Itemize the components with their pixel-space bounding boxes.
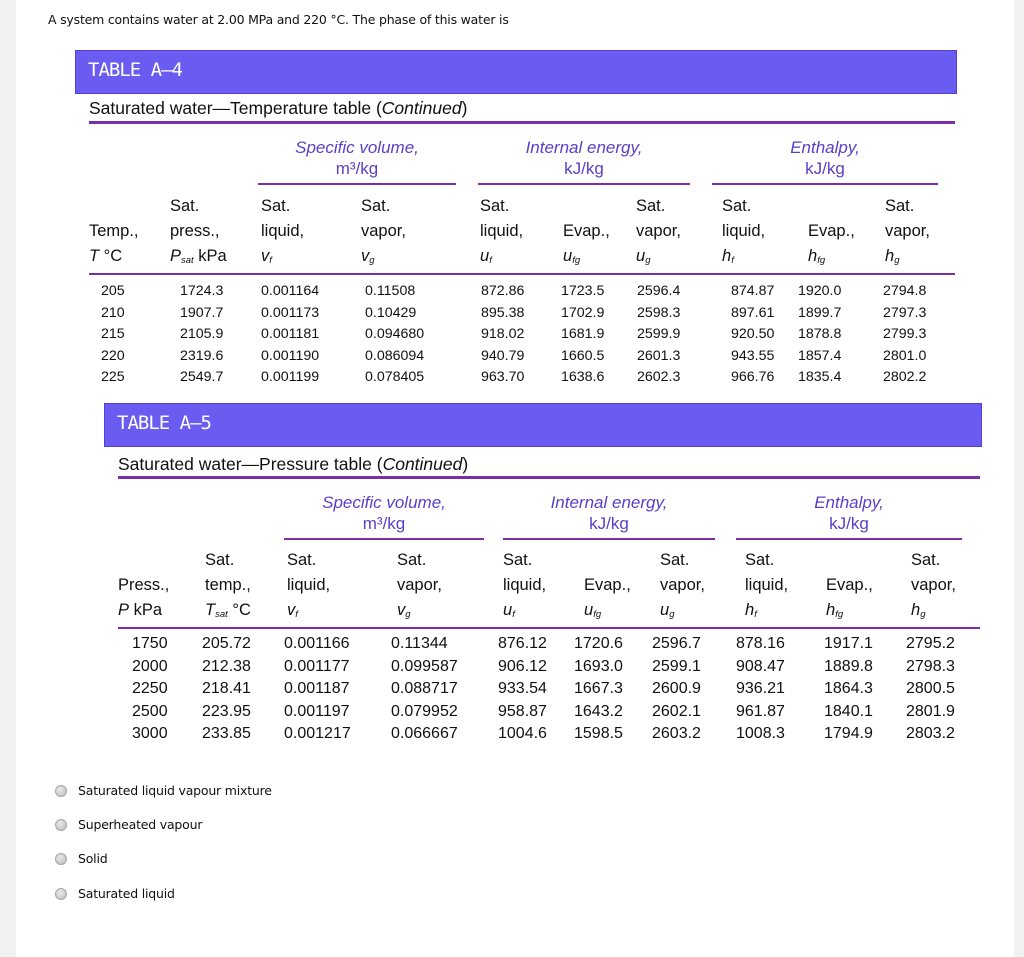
table-a5-group-specific-volume: Specific volume, m³/kg xyxy=(322,493,446,533)
header-line-2: liquid, xyxy=(745,576,789,594)
table-cell: 205 xyxy=(101,283,125,299)
table-cell: 874.87 xyxy=(731,283,775,299)
column-header xyxy=(205,548,251,627)
table-cell: 0.001190 xyxy=(261,347,320,364)
column-header xyxy=(361,194,406,273)
table-cell: 2500 xyxy=(132,702,168,720)
table-cell: 2803.2 xyxy=(906,725,955,742)
header-symbol xyxy=(911,598,956,627)
table-a4-group-internal-energy: Internal energy, kJ/kg xyxy=(525,138,643,178)
table-a4-banner xyxy=(75,50,957,94)
table-cell: 958.87 xyxy=(498,702,547,720)
column-header xyxy=(745,548,788,627)
header-line-2: liquid, xyxy=(503,576,547,594)
symbol-subscript: f xyxy=(754,609,757,620)
header-line-1 xyxy=(563,194,610,219)
header-symbol xyxy=(584,598,631,627)
table-cell: 2600.9 xyxy=(652,680,701,697)
table-cell: 1693.0 xyxy=(574,657,623,675)
header-symbol xyxy=(636,244,681,273)
header-line-1 xyxy=(808,194,855,219)
table-cell: 0.066667 xyxy=(391,725,458,742)
header-symbol xyxy=(722,244,765,273)
header-line-1: Sat. xyxy=(205,551,235,569)
column-header xyxy=(118,548,169,623)
table-a4-group-line xyxy=(478,183,690,185)
table-cell: 1720.6 xyxy=(574,635,623,652)
header-line-2: vapor, xyxy=(660,576,705,594)
table-cell: 2795.2 xyxy=(906,635,955,652)
table-cell: 0.094680 xyxy=(365,326,425,342)
unit: °C xyxy=(227,601,251,619)
symbol-subscript: f xyxy=(731,255,734,266)
table-a4-group-specific-volume: Specific volume, m³/kg xyxy=(295,138,419,178)
table-cell: 220 xyxy=(101,347,125,364)
symbol: h xyxy=(745,601,755,619)
table-cell: 2105.9 xyxy=(180,326,224,342)
table-cell: 2601.3 xyxy=(637,347,681,364)
answer-option-label: Saturated liquid vapour mixture xyxy=(78,783,272,798)
header-line-1: Sat. xyxy=(397,551,427,569)
table-cell: 212.38 xyxy=(202,657,251,675)
column-header xyxy=(911,548,956,627)
table-cell: 0.078405 xyxy=(365,369,425,385)
table-cell: 1681.9 xyxy=(561,326,605,342)
symbol: h xyxy=(808,247,818,265)
table-cell: 1835.4 xyxy=(798,369,842,385)
table-cell: 1899.7 xyxy=(798,304,842,321)
radio-button[interactable] xyxy=(55,785,67,797)
radio-button[interactable] xyxy=(55,888,67,900)
table-a5-banner xyxy=(104,403,982,447)
column-header xyxy=(170,194,227,273)
table-cell: 0.001199 xyxy=(261,369,320,385)
table-cell: 1917.1 xyxy=(824,635,873,652)
table-cell: 1878.8 xyxy=(798,326,842,342)
column-header xyxy=(287,548,330,627)
unit: kPa xyxy=(129,601,163,619)
table-cell: 966.76 xyxy=(731,369,775,385)
table-a5-group-enthalpy: Enthalpy, kJ/kg xyxy=(814,493,884,533)
symbol: T xyxy=(89,247,100,265)
table-cell: 0.11344 xyxy=(391,635,448,652)
header-line-1 xyxy=(826,548,873,573)
table-cell: 0.001173 xyxy=(261,304,320,321)
header-symbol xyxy=(170,244,227,273)
table-cell: 1857.4 xyxy=(798,347,842,364)
table-cell: 943.55 xyxy=(731,347,775,364)
table-cell: 218.41 xyxy=(202,680,251,697)
table-cell: 205.72 xyxy=(202,635,251,652)
header-line-1: Sat. xyxy=(503,551,533,569)
column-header xyxy=(563,194,610,273)
table-cell: 2319.6 xyxy=(180,347,224,364)
header-line-1: Sat. xyxy=(660,551,690,569)
table-cell: 2800.5 xyxy=(906,680,955,697)
table-cell: 3000 xyxy=(132,725,168,742)
header-line-2: Press., xyxy=(118,576,170,594)
column-header xyxy=(89,194,139,269)
symbol-subscript: g xyxy=(405,609,411,620)
table-cell: 908.47 xyxy=(736,657,785,675)
table-cell: 2797.3 xyxy=(883,304,927,321)
symbol: u xyxy=(636,247,646,265)
table-a5-group-internal-energy: Internal energy, kJ/kg xyxy=(550,493,668,533)
table-cell: 1643.2 xyxy=(574,702,623,720)
table-cell: 0.11508 xyxy=(365,283,416,299)
table-cell: 2603.2 xyxy=(652,725,701,742)
table-cell: 1702.9 xyxy=(561,304,605,321)
table-a5-group-line xyxy=(736,538,962,540)
symbol-subscript: g xyxy=(894,255,900,266)
table-cell: 0.001166 xyxy=(284,635,350,652)
unit: kPa xyxy=(193,247,227,265)
table-cell: 225 xyxy=(101,369,125,385)
symbol: u xyxy=(584,601,594,619)
left-margin xyxy=(0,0,16,957)
symbol: u xyxy=(503,601,513,619)
table-a4-group-line xyxy=(258,183,456,185)
table-cell: 0.10429 xyxy=(365,304,417,321)
header-line-2: vapor, xyxy=(636,222,681,240)
unit: °C xyxy=(99,247,123,265)
header-line-1: Sat. xyxy=(361,197,391,215)
table-cell: 1864.3 xyxy=(824,680,873,697)
table-cell: 2598.3 xyxy=(637,304,681,321)
header-symbol xyxy=(503,598,546,627)
header-symbol xyxy=(885,244,930,273)
table-cell: 2000 xyxy=(132,657,168,675)
table-cell: 0.001181 xyxy=(261,326,320,342)
symbol-subscript: fg xyxy=(835,609,844,620)
right-margin xyxy=(1014,0,1024,957)
header-line-1: Sat. xyxy=(261,197,291,215)
table-a4-title-rule xyxy=(89,121,955,124)
header-symbol xyxy=(361,244,406,273)
symbol: u xyxy=(480,247,490,265)
table-cell: 1840.1 xyxy=(824,702,873,720)
table-cell: 2599.9 xyxy=(637,326,681,342)
header-line-2: vapor, xyxy=(361,222,406,240)
table-cell: 215 xyxy=(101,326,125,342)
symbol-subscript: fg xyxy=(593,609,602,620)
table-cell: 897.61 xyxy=(731,304,775,321)
table-cell: 1008.3 xyxy=(736,725,785,742)
symbol: P xyxy=(118,601,130,619)
table-a4-banner-text: TABLE A–4 xyxy=(88,59,182,81)
header-symbol xyxy=(826,598,873,627)
header-symbol xyxy=(745,598,788,627)
header-line-1 xyxy=(89,194,139,219)
header-line-2: vapor, xyxy=(885,222,930,240)
table-a5-group-line xyxy=(503,538,715,540)
header-line-1: Sat. xyxy=(170,197,200,215)
table-cell: 1724.3 xyxy=(180,283,224,299)
table-a5-title-rule xyxy=(118,476,980,479)
table-cell: 0.079952 xyxy=(391,702,458,720)
column-header xyxy=(826,548,873,627)
radio-button[interactable] xyxy=(55,819,67,831)
table-cell: 0.001164 xyxy=(261,283,320,299)
table-cell: 2798.3 xyxy=(906,657,955,675)
table-cell: 2801.9 xyxy=(906,702,955,720)
table-cell: 0.001217 xyxy=(284,725,351,742)
symbol: v xyxy=(361,247,370,265)
symbol-subscript: fg xyxy=(572,255,581,266)
table-cell: 2602.3 xyxy=(637,369,681,385)
answer-option-label: Solid xyxy=(78,851,108,866)
symbol: P xyxy=(170,247,182,265)
table-cell: 961.87 xyxy=(736,702,785,720)
symbol: v xyxy=(261,247,270,265)
header-line-2: temp., xyxy=(205,576,251,594)
header-line-1 xyxy=(584,548,631,573)
table-cell: 2599.1 xyxy=(652,657,701,675)
table-a4-group-enthalpy: Enthalpy, kJ/kg xyxy=(790,138,860,178)
symbol: h xyxy=(885,247,895,265)
symbol: v xyxy=(397,601,406,619)
header-symbol xyxy=(89,244,139,269)
table-cell: 1920.0 xyxy=(798,283,842,299)
header-symbol xyxy=(261,244,304,273)
header-line-1: Sat. xyxy=(636,197,666,215)
symbol: T xyxy=(205,601,216,619)
symbol-subscript: g xyxy=(920,609,926,620)
table-cell: 0.001197 xyxy=(284,702,350,720)
symbol: v xyxy=(287,601,296,619)
symbol: h xyxy=(911,601,921,619)
column-header xyxy=(808,194,855,273)
header-line-2: Evap., xyxy=(826,576,873,594)
table-cell: 876.12 xyxy=(498,635,547,652)
header-symbol xyxy=(480,244,523,273)
table-cell: 1889.8 xyxy=(824,657,873,675)
column-header xyxy=(397,548,442,627)
symbol-subscript: g xyxy=(369,255,375,266)
table-cell: 2250 xyxy=(132,680,168,697)
symbol: u xyxy=(660,601,670,619)
table-cell: 872.86 xyxy=(481,283,525,299)
table-cell: 2549.7 xyxy=(180,369,224,385)
symbol-subscript: fg xyxy=(817,255,826,266)
header-symbol xyxy=(205,598,251,627)
table-a4-subtitle: Saturated water—Temperature table (Continued) xyxy=(89,98,468,118)
table-cell: 0.086094 xyxy=(365,347,425,364)
header-symbol xyxy=(287,598,330,627)
table-cell: 1004.6 xyxy=(498,725,547,742)
table-cell: 1667.3 xyxy=(574,680,623,697)
table-cell: 0.099587 xyxy=(391,657,458,675)
table-cell: 1907.7 xyxy=(180,304,224,321)
symbol-subscript: sat xyxy=(215,609,228,620)
header-line-1: Sat. xyxy=(745,551,775,569)
table-cell: 223.95 xyxy=(202,702,251,720)
symbol-subscript: f xyxy=(512,609,515,620)
table-a5-banner-text: TABLE A–5 xyxy=(117,412,211,434)
table-a5-subtitle: Saturated water—Pressure table (Continued) xyxy=(118,454,469,474)
table-cell: 0.001177 xyxy=(284,657,350,675)
table-cell: 940.79 xyxy=(481,347,525,364)
table-cell: 1598.5 xyxy=(574,725,623,742)
table-cell: 1750 xyxy=(132,635,168,652)
table-cell: 2801.0 xyxy=(883,347,927,364)
answer-option-label: Superheated vapour xyxy=(78,817,203,832)
table-cell: 878.16 xyxy=(736,635,785,652)
column-header xyxy=(660,548,705,627)
header-line-2: vapor, xyxy=(397,576,442,594)
table-cell: 2794.8 xyxy=(883,283,927,299)
table-cell: 2596.4 xyxy=(637,283,681,299)
header-line-1: Sat. xyxy=(911,551,941,569)
header-symbol xyxy=(563,244,610,273)
radio-button[interactable] xyxy=(55,853,67,865)
answer-option-label: Saturated liquid xyxy=(78,886,175,901)
table-cell: 936.21 xyxy=(736,680,785,697)
header-symbol xyxy=(118,598,169,623)
header-line-1: Sat. xyxy=(480,197,510,215)
header-line-2: press., xyxy=(170,222,220,240)
header-line-1: Sat. xyxy=(722,197,752,215)
table-a5-group-line xyxy=(284,538,484,540)
symbol: h xyxy=(722,247,732,265)
header-line-1: Sat. xyxy=(287,551,317,569)
table-a4-group-line xyxy=(712,183,938,185)
table-cell: 2802.2 xyxy=(883,369,927,385)
symbol-subscript: sat xyxy=(181,255,194,266)
column-header xyxy=(885,194,930,273)
header-line-1: Sat. xyxy=(885,197,915,215)
column-header xyxy=(503,548,546,627)
header-symbol xyxy=(660,598,705,627)
table-cell: 895.38 xyxy=(481,304,525,321)
header-symbol xyxy=(397,598,442,627)
header-line-1 xyxy=(118,548,169,573)
table-a4-header-rule xyxy=(89,273,955,275)
column-header xyxy=(261,194,304,273)
table-cell: 933.54 xyxy=(498,680,547,697)
header-symbol xyxy=(808,244,855,273)
table-cell: 1660.5 xyxy=(561,347,605,364)
column-header xyxy=(722,194,765,273)
header-line-2: liquid, xyxy=(287,576,331,594)
question-text: A system contains water at 2.00 MPa and 220 °C. The phase of this water is xyxy=(48,12,509,27)
symbol: u xyxy=(563,247,573,265)
header-line-2: Evap., xyxy=(584,576,631,594)
table-cell: 920.50 xyxy=(731,326,775,342)
table-cell: 918.02 xyxy=(481,326,525,342)
table-cell: 233.85 xyxy=(202,725,251,742)
symbol-subscript: g xyxy=(645,255,651,266)
table-cell: 963.70 xyxy=(481,369,525,385)
table-cell: 0.001187 xyxy=(284,680,350,697)
column-header xyxy=(480,194,523,273)
symbol-subscript: f xyxy=(269,255,272,266)
symbol-subscript: f xyxy=(295,609,298,620)
table-cell: 1723.5 xyxy=(561,283,605,299)
table-cell: 210 xyxy=(101,304,125,321)
header-line-2: Evap., xyxy=(563,222,610,240)
table-cell: 2799.3 xyxy=(883,326,927,342)
header-line-2: liquid, xyxy=(261,222,305,240)
symbol-subscript: f xyxy=(489,255,492,266)
header-line-2: Evap., xyxy=(808,222,855,240)
table-cell: 1638.6 xyxy=(561,369,605,385)
column-header xyxy=(636,194,681,273)
header-line-2: liquid, xyxy=(722,222,766,240)
symbol-subscript: g xyxy=(669,609,675,620)
table-cell: 2602.1 xyxy=(652,702,701,720)
header-line-2: vapor, xyxy=(911,576,956,594)
table-cell: 2596.7 xyxy=(652,635,701,652)
table-cell: 906.12 xyxy=(498,657,547,675)
header-line-2: liquid, xyxy=(480,222,524,240)
symbol: h xyxy=(826,601,836,619)
table-cell: 1794.9 xyxy=(824,725,873,742)
column-header xyxy=(584,548,631,627)
table-a5-header-rule xyxy=(118,627,980,629)
table-cell: 0.088717 xyxy=(391,680,458,697)
header-line-2: Temp., xyxy=(89,222,139,240)
